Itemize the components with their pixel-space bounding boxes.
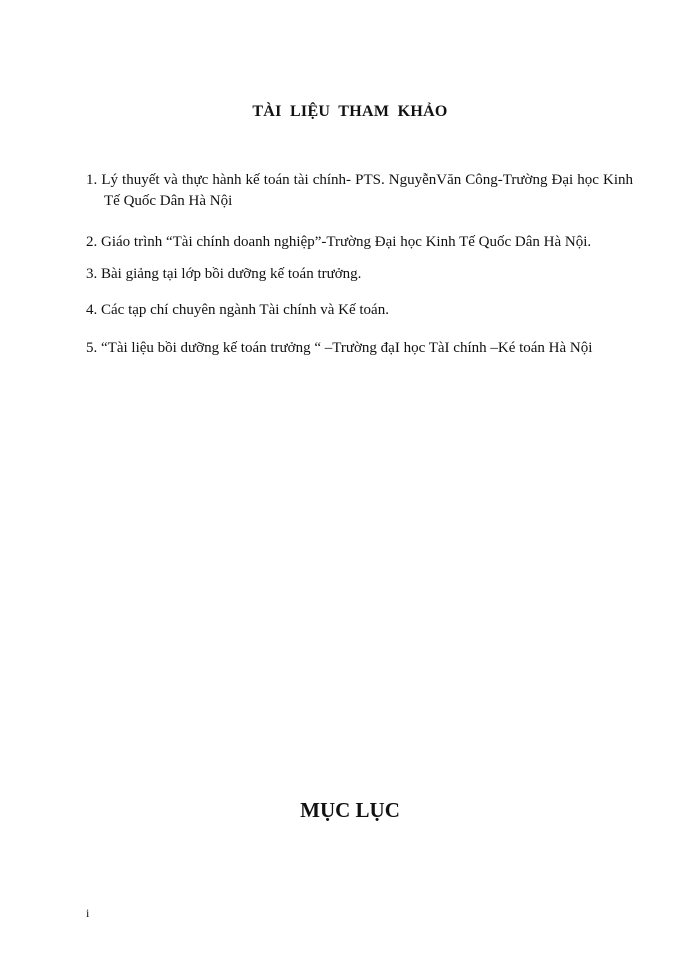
page-number: i xyxy=(86,906,90,920)
reference-item-2: 2. Giáo trình “Tài chính doanh nghiệp”-Trường Đại học Kinh Tế Quốc Dân Hà Nội. xyxy=(86,234,592,250)
reference-item-1: 1. Lý thuyết và thực hành kế toán tài chính- PTS. NguyễnVăn Công-Trường Đại học Kinh Tế Quốc Dân Hà Nội xyxy=(86,172,633,209)
references-title: TÀI LIỆU THAM KHẢO xyxy=(252,103,448,120)
reference-item-3: 3. Bài giảng tại lớp bồi dưỡng kế toán trưởng. xyxy=(86,266,362,282)
reference-item-4: 4. Các tạp chí chuyên ngành Tài chính và Kế toán. xyxy=(86,302,389,318)
table-of-contents-title: MỤC LỤC xyxy=(300,798,400,822)
reference-item-5: 5. “Tài liệu bồi dưỡng kế toán trưởng “ –Trường đạI học TàI chính –Ké toán Hà Nội xyxy=(86,340,593,356)
